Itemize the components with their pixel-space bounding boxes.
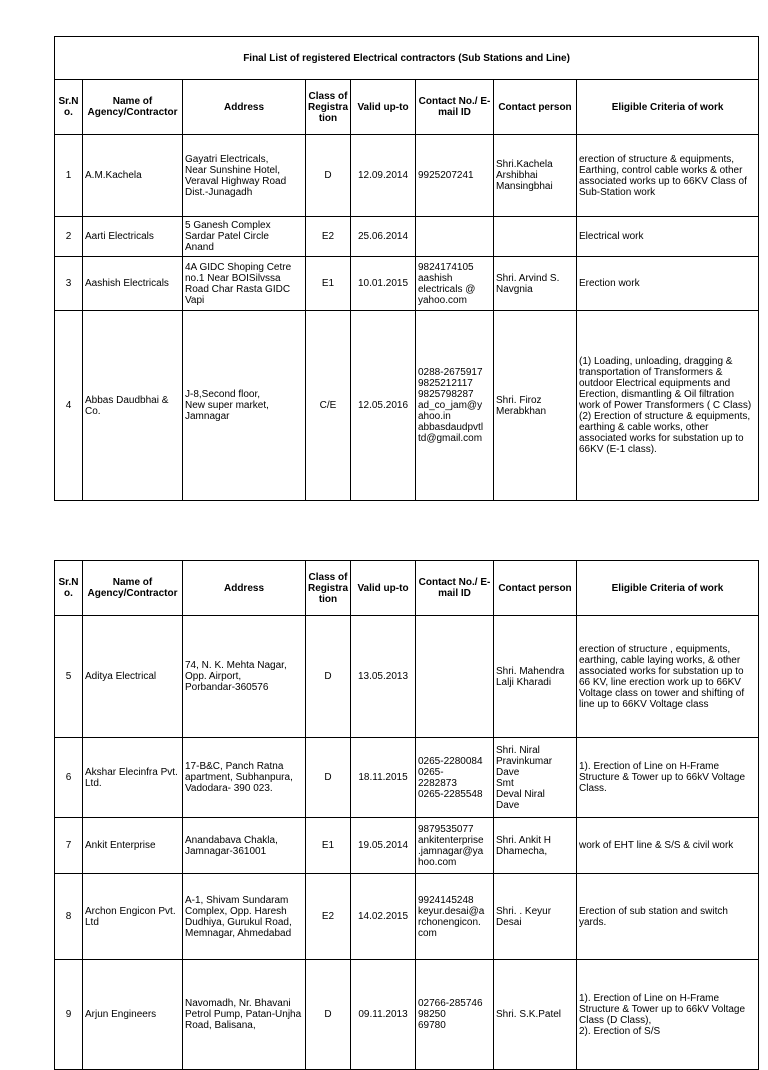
cell-contact: 9879535077 ankitenterprise .jamnagar@ya hoo.com [416, 818, 494, 874]
cell-person [494, 217, 577, 257]
cell-class: E2 [306, 874, 351, 960]
cell-srno: 1 [55, 135, 83, 217]
header-address: Address [183, 80, 306, 135]
cell-srno: 9 [55, 960, 83, 1070]
cell-srno: 5 [55, 616, 83, 738]
cell-contact [416, 616, 494, 738]
cell-person: Shri. Ankit H Dhamecha, [494, 818, 577, 874]
cell-srno: 8 [55, 874, 83, 960]
header-address: Address [183, 561, 306, 616]
page-title: Final List of registered Electrical contractors (Sub Stations and Line) [55, 37, 759, 80]
cell-contact [416, 217, 494, 257]
cell-srno: 7 [55, 818, 83, 874]
header-valid: Valid up-to [351, 561, 416, 616]
header-class: Class of Registration [306, 80, 351, 135]
cell-valid: 12.05.2016 [351, 311, 416, 501]
table-row [55, 616, 759, 738]
cell-valid: 13.05.2013 [351, 616, 416, 738]
cell-address: 17-B&C, Panch Ratna apartment, Subhanpura, Vadodara- 390 023. [183, 738, 306, 818]
cell-valid: 18.11.2015 [351, 738, 416, 818]
cell-contact: 0265-2280084 0265- 2282873 0265-2285548 [416, 738, 494, 818]
cell-name: A.M.Kachela [83, 135, 183, 217]
header-criteria: Eligible Criteria of work [577, 80, 759, 135]
header-name: Name of Agency/Contractor [83, 80, 183, 135]
header-person: Contact person [494, 80, 577, 135]
header-row [55, 80, 759, 135]
contractor-table-2 [54, 560, 759, 1070]
cell-valid: 10.01.2015 [351, 257, 416, 311]
header-name: Name of Agency/Contractor [83, 561, 183, 616]
cell-criteria: 1). Erection of Line on H-Frame Structure & Tower up to 66kV Voltage Class (D Class), 2). Erection of S/S [577, 960, 759, 1070]
header-criteria: Eligible Criteria of work [577, 561, 759, 616]
cell-address: Anandabava Chakla, Jamnagar-361001 [183, 818, 306, 874]
cell-address: 4A GIDC Shoping Cetre no.1 Near BOISilvssa Road Char Rasta GIDC Vapi [183, 257, 306, 311]
cell-person: Shri. Mahendra Lalji Kharadi [494, 616, 577, 738]
cell-address: Gayatri Electricals, Near Sunshine Hotel, Veraval Highway Road Dist.-Junagadh [183, 135, 306, 217]
cell-name: Aarti Electricals [83, 217, 183, 257]
cell-contact: 0288-2675917 9825212117 9825798287 ad_co_jam@y ahoo.in abbasdaudpvtl td@gmail.com [416, 311, 494, 501]
cell-contact: 9925207241 [416, 135, 494, 217]
cell-class: D [306, 960, 351, 1070]
table-row [55, 257, 759, 311]
header-row [55, 561, 759, 616]
table-row [55, 738, 759, 818]
cell-valid: 12.09.2014 [351, 135, 416, 217]
header-contact: Contact No./ E-mail ID [416, 80, 494, 135]
cell-name: Archon Engicon Pvt. Ltd [83, 874, 183, 960]
table-row [55, 960, 759, 1070]
cell-address: Navomadh, Nr. Bhavani Petrol Pump, Patan-Unjha Road, Balisana, [183, 960, 306, 1070]
cell-valid: 25.06.2014 [351, 217, 416, 257]
header-person: Contact person [494, 561, 577, 616]
cell-criteria: Erection of sub station and switch yards. [577, 874, 759, 960]
header-contact: Contact No./ E-mail ID [416, 561, 494, 616]
cell-criteria: Erection work [577, 257, 759, 311]
cell-address: 74, N. K. Mehta Nagar, Opp. Airport, Porbandar-360576 [183, 616, 306, 738]
cell-name: Aditya Electrical [83, 616, 183, 738]
cell-criteria: erection of structure , equipments, earthing, cable laying works, & other associated works for substation up to 66 KV, line erection work up to 66KV Voltage class on tower and shifting of line up to 66KV Voltage class [577, 616, 759, 738]
cell-contact: 02766-285746 98250 69780 [416, 960, 494, 1070]
cell-srno: 3 [55, 257, 83, 311]
cell-contact: 9824174105 aashish electricals @ yahoo.com [416, 257, 494, 311]
cell-person: Shri. Arvind S. Navgnia [494, 257, 577, 311]
header-class: Class of Registration [306, 561, 351, 616]
table-row [55, 217, 759, 257]
header-srno: Sr.No. [55, 80, 83, 135]
cell-criteria: erection of structure & equipments, Earthing, control cable works & other associated works up to 66KV Class of Sub-Station work [577, 135, 759, 217]
table-row [55, 874, 759, 960]
cell-address: 5 Ganesh Complex Sardar Patel Circle Anand [183, 217, 306, 257]
cell-class: D [306, 135, 351, 217]
header-srno: Sr.No. [55, 561, 83, 616]
cell-class: E1 [306, 818, 351, 874]
cell-name: Abbas Daudbhai & Co. [83, 311, 183, 501]
cell-class: C/E [306, 311, 351, 501]
cell-class: D [306, 616, 351, 738]
cell-criteria: (1) Loading, unloading, dragging & transportation of Transformers & outdoor Electrical equipments and Erection, dismantling & Oil filtration work of Power Transformers ( C Class) (2) Erection of structure & equipments, earthing & cable works, other associated works for substation up to 66KV (E-1 class). [577, 311, 759, 501]
cell-person: Shri. Niral Pravinkumar Dave Smt Deval Niral Dave [494, 738, 577, 818]
cell-valid: 19.05.2014 [351, 818, 416, 874]
cell-srno: 4 [55, 311, 83, 501]
cell-valid: 14.02.2015 [351, 874, 416, 960]
cell-srno: 2 [55, 217, 83, 257]
cell-name: Aashish Electricals [83, 257, 183, 311]
cell-name: Akshar Elecinfra Pvt. Ltd. [83, 738, 183, 818]
cell-class: E2 [306, 217, 351, 257]
table-row [55, 135, 759, 217]
cell-name: Ankit Enterprise [83, 818, 183, 874]
cell-contact: 9924145248 keyur.desai@a rchonengicon. com [416, 874, 494, 960]
contractor-table-1 [54, 36, 759, 501]
table-row [55, 818, 759, 874]
cell-address: A-1, Shivam Sundaram Complex, Opp. Haresh Dudhiya, Gurukul Road, Memnagar, Ahmedabad [183, 874, 306, 960]
cell-class: E1 [306, 257, 351, 311]
cell-address: J-8,Second floor, New super market, Jamnagar [183, 311, 306, 501]
cell-valid: 09.11.2013 [351, 960, 416, 1070]
cell-criteria: Electrical work [577, 217, 759, 257]
table-row [55, 311, 759, 501]
cell-criteria: 1). Erection of Line on H-Frame Structure & Tower up to 66kV Voltage Class. [577, 738, 759, 818]
cell-criteria: work of EHT line & S/S & civil work [577, 818, 759, 874]
cell-name: Arjun Engineers [83, 960, 183, 1070]
cell-class: D [306, 738, 351, 818]
cell-person: Shri. S.K.Patel [494, 960, 577, 1070]
cell-person: Shri. Firoz Merabkhan [494, 311, 577, 501]
cell-person: Shri. . Keyur Desai [494, 874, 577, 960]
header-valid: Valid up-to [351, 80, 416, 135]
cell-srno: 6 [55, 738, 83, 818]
cell-person: Shri.Kachela Arshibhai Mansingbhai [494, 135, 577, 217]
